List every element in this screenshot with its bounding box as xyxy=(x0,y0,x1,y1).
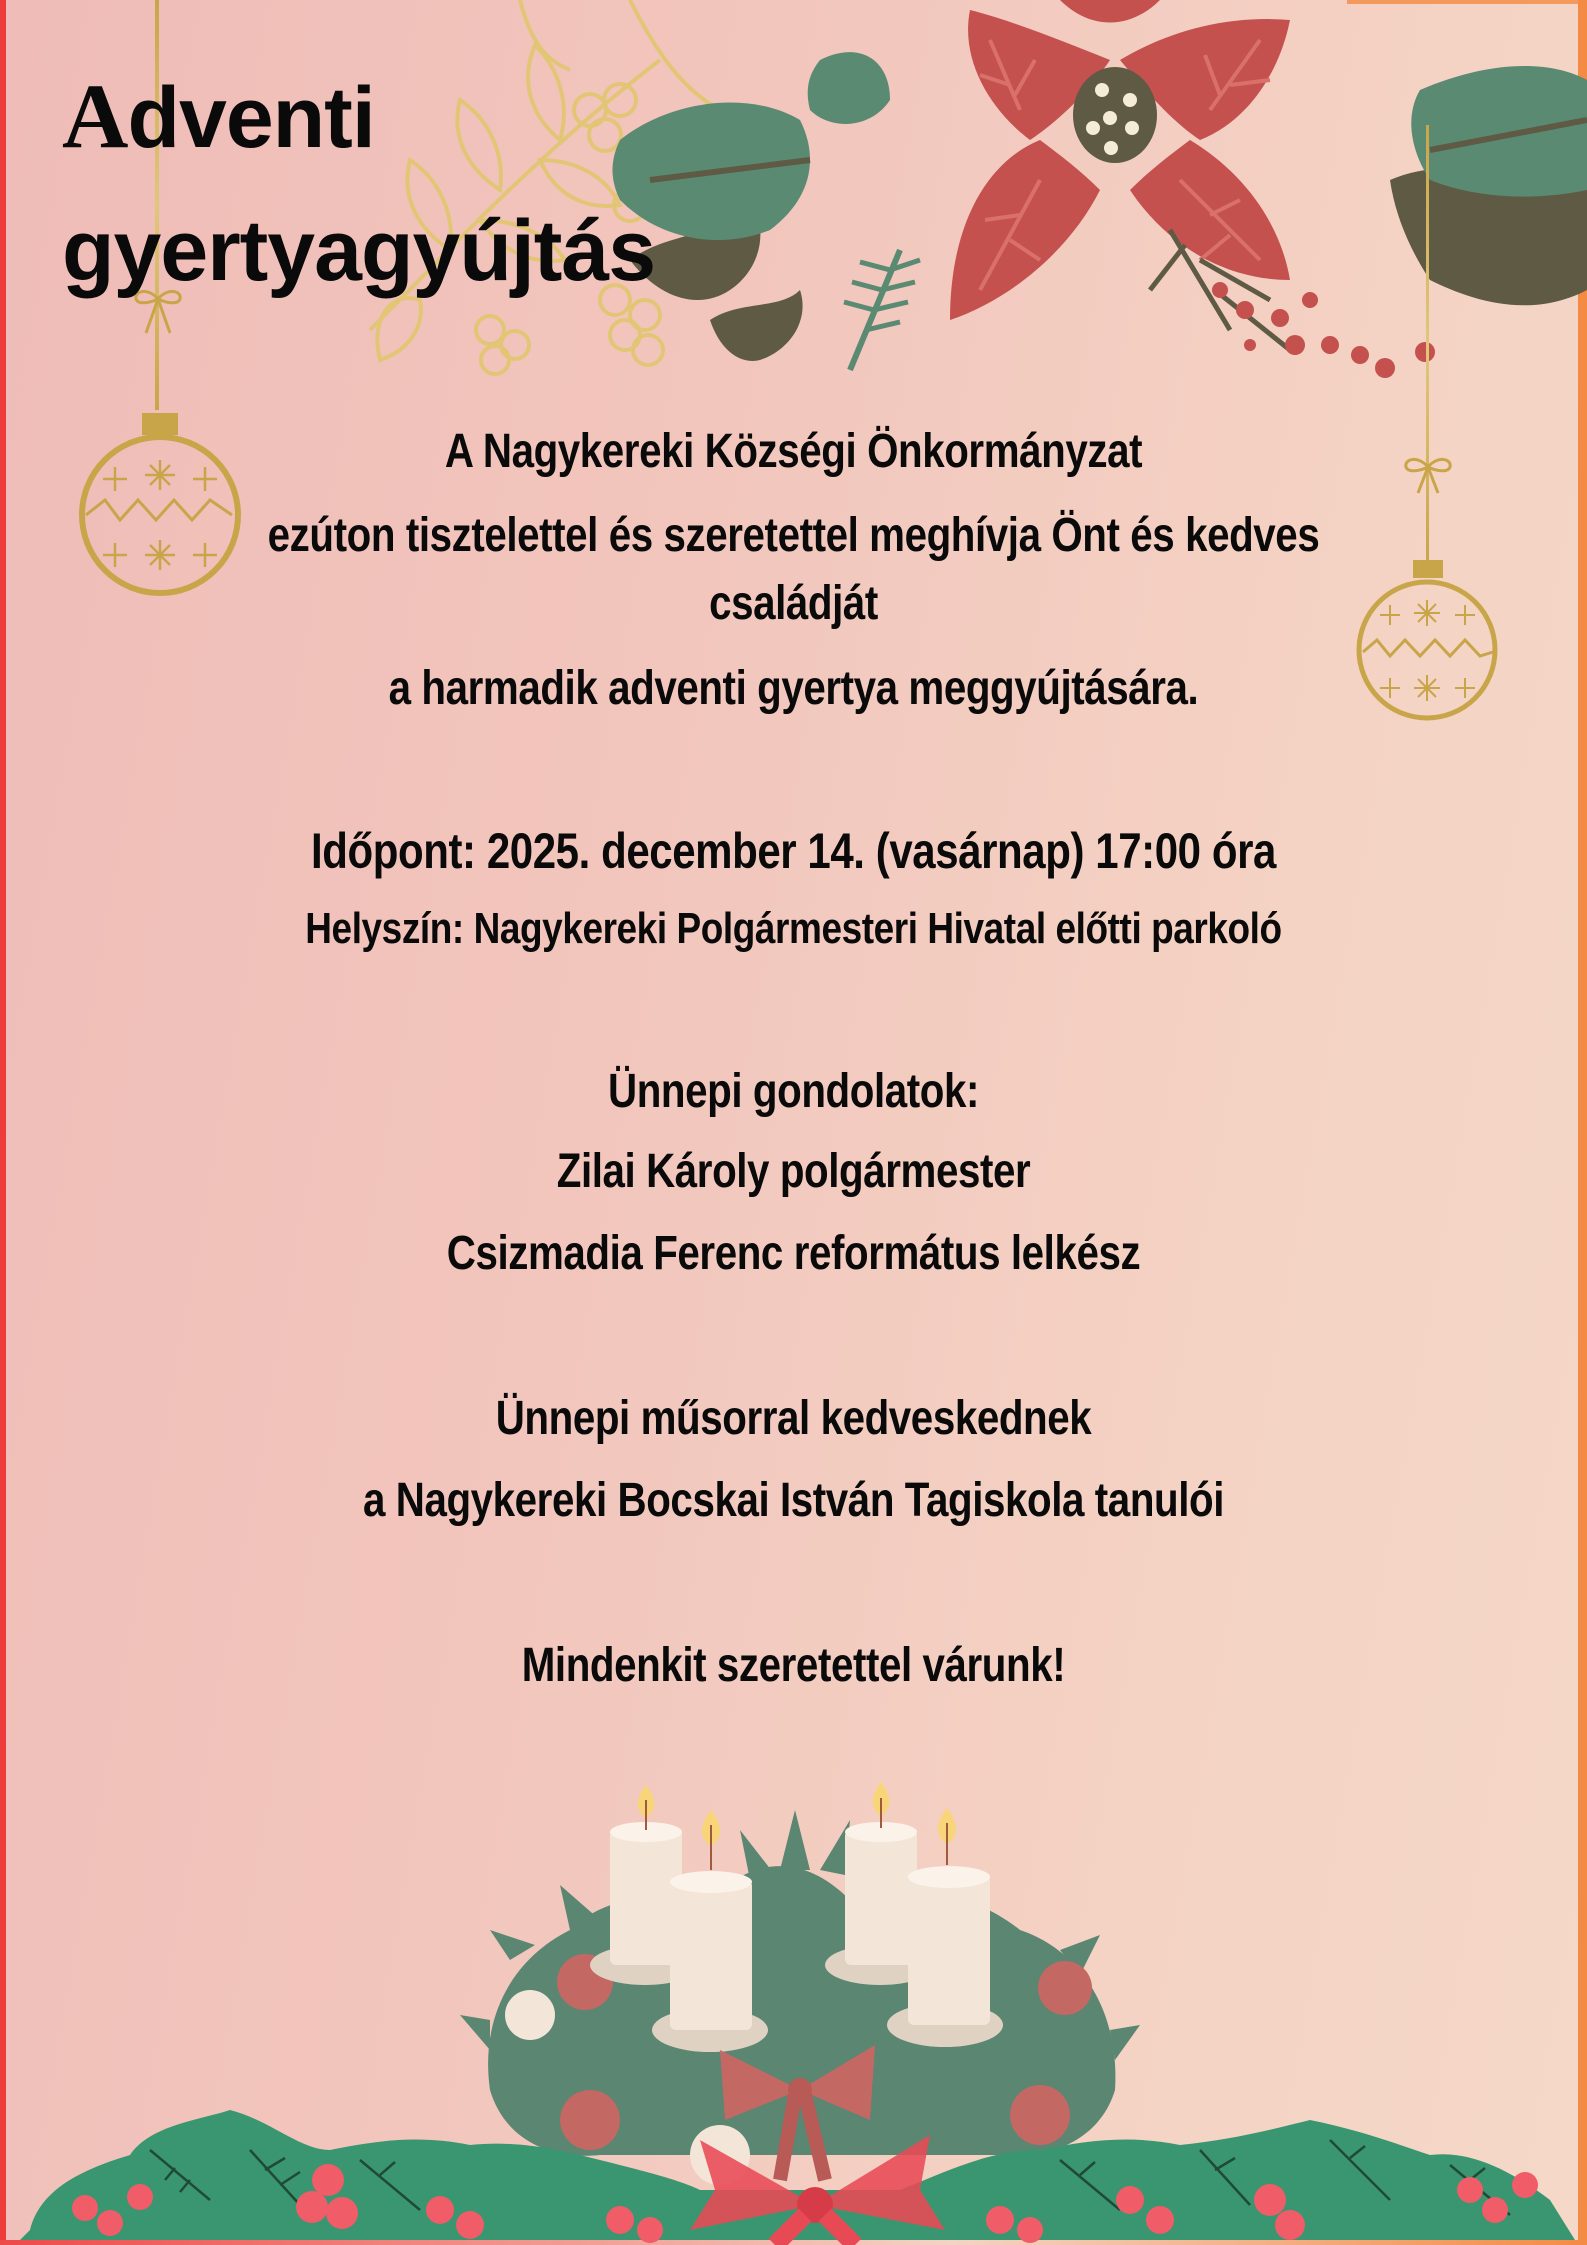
poinsettia-icon xyxy=(590,0,1587,420)
invitation-line-4: a harmadik adventi gyertya meggyújtására. xyxy=(388,662,1199,715)
event-time: Időpont: 2025. december 14. (vasárnap) 17:00 óra xyxy=(311,823,1276,879)
speaker-1: Zilai Károly polgármester xyxy=(556,1145,1031,1198)
invitation-line-2: ezúton tisztelettel és szeretettel meghívja Önt és kedves xyxy=(267,509,1320,562)
invitation-line-1: A Nagykereki Községi Önkormányzat xyxy=(444,425,1143,478)
closing-line: Mindenkit szeretettel várunk! xyxy=(521,1639,1066,1692)
program-line-1: Ünnepi műsorral kedveskednek xyxy=(495,1392,1092,1445)
event-location: Helyszín: Nagykereki Polgármesteri Hivatal előtti parkoló xyxy=(305,904,1282,953)
invitation-line-3: családját xyxy=(709,577,878,630)
speaker-2: Csizmadia Ferenc református lelkész xyxy=(446,1227,1141,1280)
ribbon-bow-icon xyxy=(680,2120,950,2245)
poster-title-line2: gyertyagyújtás xyxy=(62,203,656,299)
speeches-heading: Ünnepi gondolatok: xyxy=(608,1065,979,1118)
program-line-2: a Nagykereki Bocskai István Tagiskola tanulói xyxy=(362,1474,1225,1527)
poster-title-line1: Adventi xyxy=(62,65,375,167)
left-border xyxy=(0,0,6,2245)
right-bauble-string xyxy=(1426,125,1429,565)
